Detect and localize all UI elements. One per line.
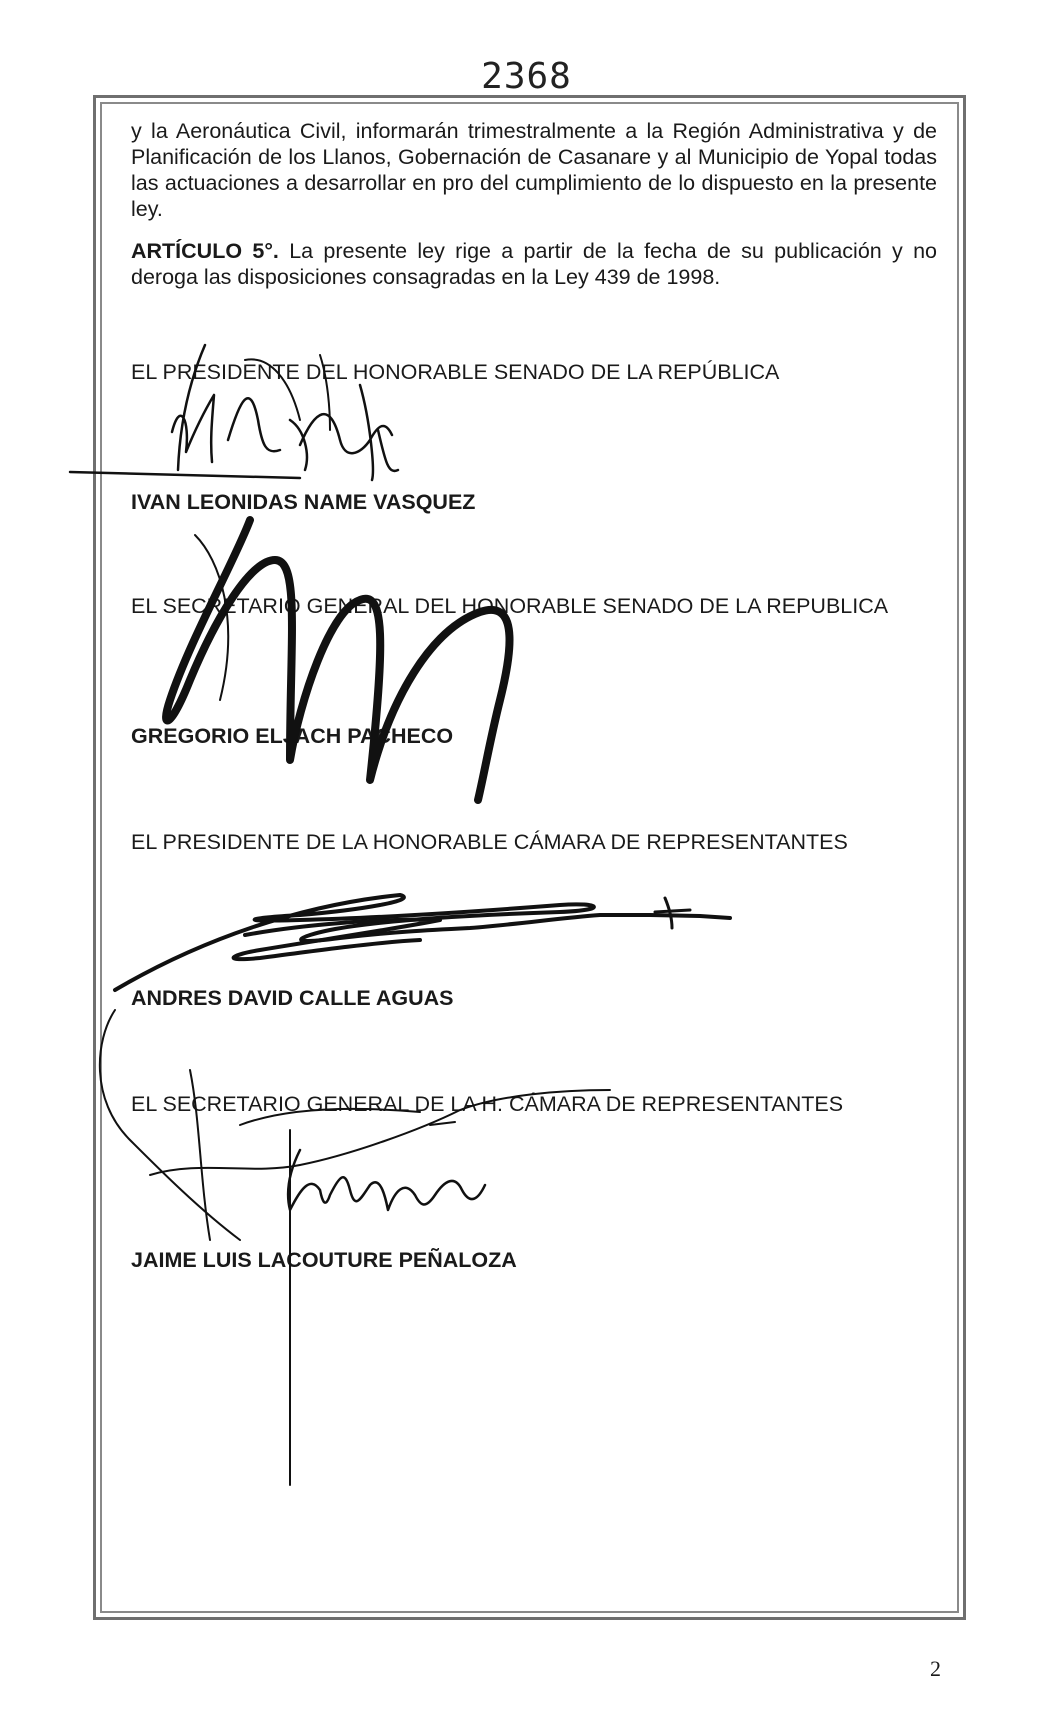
document-body <box>131 118 937 290</box>
signature-name-chamber-secretary: JAIME LUIS LACOUTURE PEÑALOZA <box>131 1248 517 1272</box>
document-stamp-number: 2368 <box>481 56 572 97</box>
signature-heading-senate-president: EL PRESIDENTE DEL HONORABLE SENADO DE LA REPÚBLICA <box>131 360 780 384</box>
signature-heading-chamber-president: EL PRESIDENTE DE LA HONORABLE CÁMARA DE REPRESENTANTES <box>131 830 848 854</box>
article-paragraph <box>131 238 937 290</box>
signature-heading-chamber-secretary: EL SECRETARIO GENERAL DE LA H. CÁMARA DE REPRESENTANTES <box>131 1092 844 1116</box>
signature-name-chamber-president: ANDRES DAVID CALLE AGUAS <box>131 986 454 1010</box>
body-paragraph: y la Aeronáutica Civil, informarán trimestralmente a la Región Administrativa y de Planificación de los Llanos, Gobernación de Casanare y al Municipio de Yopal todas las actuaciones a desarrollar en pro del cumplimiento de lo dispuesto en la presente ley. <box>131 119 937 221</box>
signature-heading-senate-secretary: EL SECRETARIO GENERAL DEL HONORABLE SENADO DE LA REPUBLICA <box>131 594 889 618</box>
article-label: ARTÍCULO 5°. <box>131 239 279 263</box>
signature-name-senate-secretary: GREGORIO ELJACH PACHECO <box>131 724 454 748</box>
article-text: La presente ley rige a partir de la fecha de su publicación y no deroga las disposiciones consagradas en la Ley 439 de 1998. <box>131 239 938 289</box>
document-border-inner <box>100 102 959 1613</box>
signature-name-senate-president: IVAN LEONIDAS NAME VASQUEZ <box>131 490 476 514</box>
page-number: 2 <box>930 1656 941 1681</box>
